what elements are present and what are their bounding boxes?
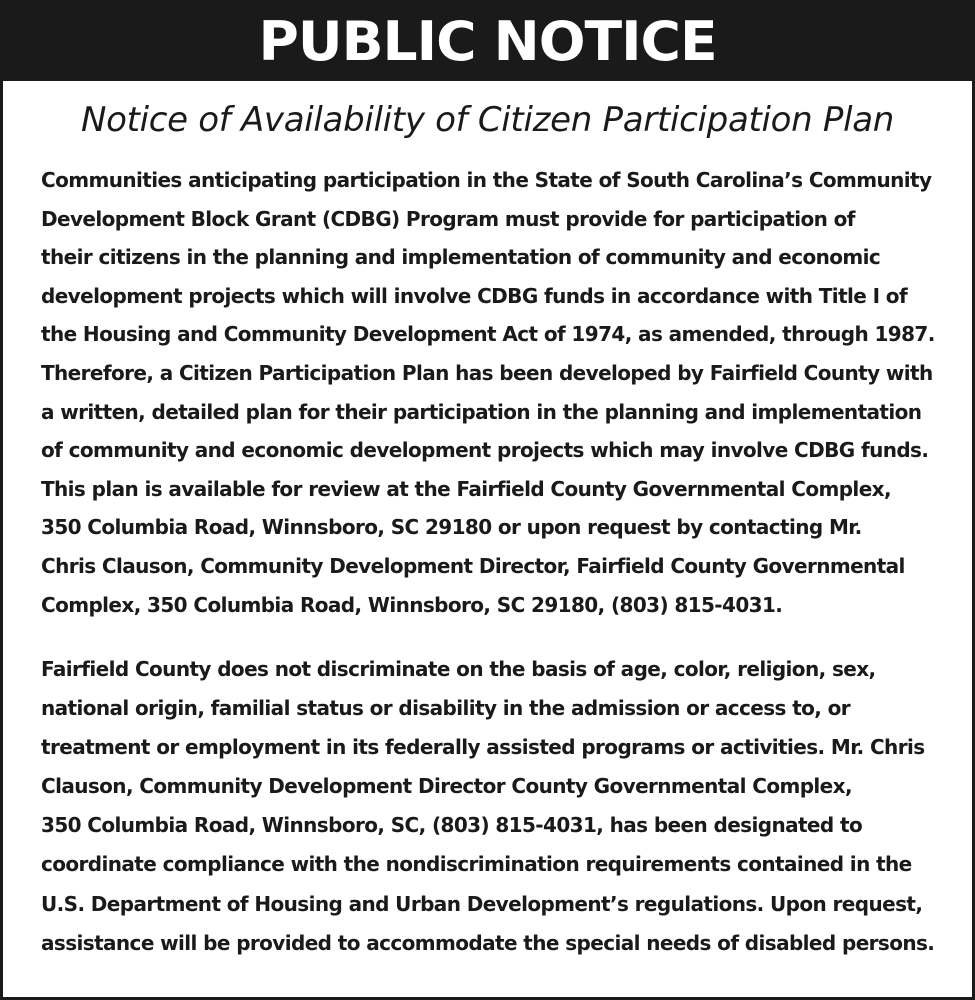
paragraph-line: coordinate compliance with the nondiscrimination requirements contained in the xyxy=(41,852,912,877)
paragraph-line: of community and economic development projects which may involve CDBG funds. xyxy=(41,438,929,463)
paragraph-1 xyxy=(41,161,946,624)
paragraph-line: 350 Columbia Road, Winnsboro, SC, (803) 815-4031, has been designated to xyxy=(41,813,863,838)
paragraph-line: Clauson, Community Development Director County Governmental Complex, xyxy=(41,774,852,799)
paragraph-2 xyxy=(41,650,946,963)
paragraph-line: national origin, familial status or disability in the admission or access to, or xyxy=(41,696,851,721)
paragraph-line: Development Block Grant (CDBG) Program must provide for participation of xyxy=(41,206,855,231)
paragraph-line: their citizens in the planning and implementation of community and economic xyxy=(41,245,881,270)
paragraph-line: This plan is available for review at the Fairfield County Governmental Complex, xyxy=(41,476,891,501)
paragraph-line: Fairfield County does not discriminate on the basis of age, color, religion, sex, xyxy=(41,657,876,681)
paragraph-line: Complex, 350 Columbia Road, Winnsboro, SC 29180, (803) 815-4031. xyxy=(41,592,783,617)
paragraph-line: U.S. Department of Housing and Urban Development’s regulations. Upon request, xyxy=(41,891,923,916)
paragraph-line: development projects which will involve CDBG funds in accordance with Title I of xyxy=(41,283,908,308)
paragraph-line: the Housing and Community Development Act of 1974, as amended, through 1987. xyxy=(41,322,935,347)
paragraph-line: Communities anticipating participation in the State of South Carolina’s Community xyxy=(41,168,932,192)
paragraph-line: Chris Clauson, Community Development Director, Fairfield County Governmental xyxy=(41,553,905,578)
paragraph-line: 350 Columbia Road, Winnsboro, SC 29180 or upon request by contacting Mr. xyxy=(41,515,862,540)
paragraph-line: treatment or employment in its federally assisted programs or activities. Mr. Chris xyxy=(41,735,925,760)
notice-subtitle: Notice of Availability of Citizen Participation Plan xyxy=(80,100,895,140)
paragraph-line: Therefore, a Citizen Participation Plan has been developed by Fairfield County with xyxy=(41,360,933,385)
paragraph-line: a written, detailed plan for their participation in the planning and implementation xyxy=(41,399,922,424)
notice-banner xyxy=(3,3,972,81)
paragraph-line: assistance will be provided to accommodate the special needs of disabled persons. xyxy=(41,930,935,955)
banner-title: PUBLIC NOTICE xyxy=(258,10,717,73)
